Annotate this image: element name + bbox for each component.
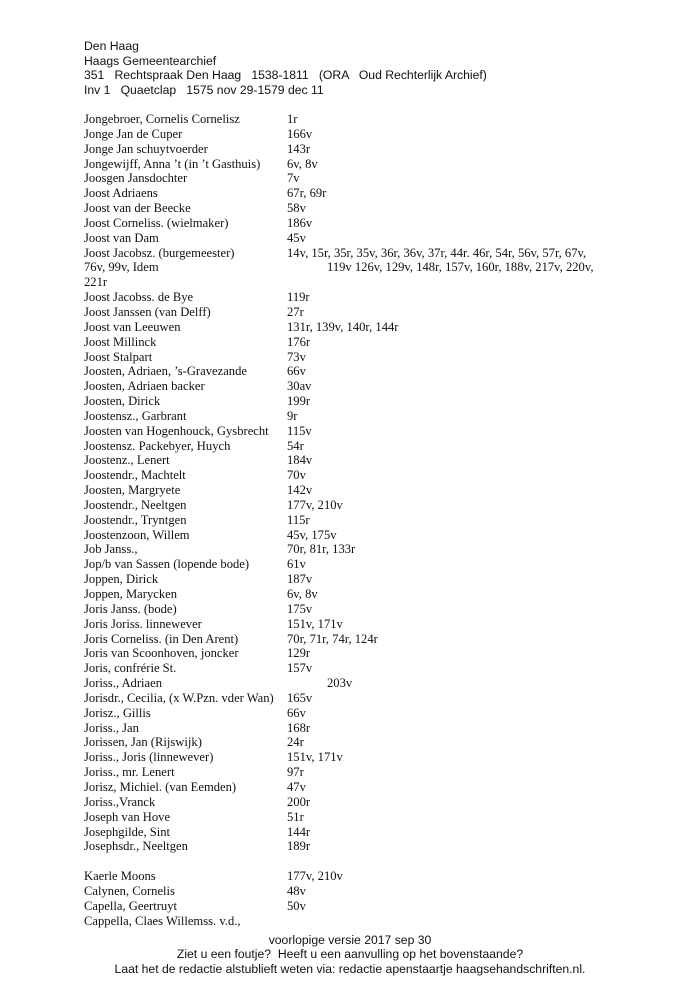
entry-name: Joris, confrérie St. — [84, 661, 177, 676]
footer-version: voorlopige versie 2017 sep 30 — [268, 933, 432, 947]
entry-folio-refs: 70r, 71r, 74r, 124r — [287, 631, 378, 646]
entry-name: Capella, Geertruyt — [84, 898, 178, 913]
entry-folio-refs: 186v — [287, 215, 313, 230]
index-entry — [84, 142, 654, 157]
index-entry — [84, 394, 654, 409]
index-entry — [84, 602, 654, 617]
entry-folio-refs: 115r — [287, 512, 310, 527]
entry-name: Jongewijff, Anna ’t (in ’t Gasthuis) — [84, 156, 261, 171]
entry-name: Josephsdr., Neeltgen — [84, 839, 188, 854]
entry-folio-refs: 45v, 175v — [287, 527, 337, 542]
index-entry — [84, 201, 654, 216]
index-entry — [84, 735, 654, 750]
entry-name: Joriss., Joris (linnewever) — [84, 750, 214, 765]
entry-folio-refs: 54r — [287, 438, 304, 453]
index-entry — [84, 528, 654, 543]
entry-name: Joriss., Adriaen — [84, 676, 163, 691]
entry-name: 221r — [84, 275, 108, 290]
index-entry-continuation — [84, 260, 654, 275]
index-entry-continuation — [84, 275, 654, 290]
index-entry — [84, 231, 654, 246]
index-entry — [84, 839, 654, 854]
entry-name: Joris Corneliss. (in Den Arent) — [84, 631, 239, 646]
entry-name: Joost Adriaens — [84, 186, 158, 201]
index-entry — [84, 884, 654, 899]
entry-name: Joseph van Hove — [84, 809, 171, 824]
entry-folio-refs: 184v — [287, 453, 313, 468]
footer-question: Ziet u een foutje? Heeft u een aanvulling op het bovenstaande? — [176, 947, 524, 962]
index-entry — [84, 632, 654, 647]
entry-name: Joppen, Marycken — [84, 587, 178, 601]
entry-name: Joost Corneliss. (wielmaker) — [84, 215, 229, 230]
entry-folio-refs: 48v — [287, 883, 306, 898]
index-entry — [84, 290, 654, 305]
entry-folio-refs: 9r — [287, 408, 298, 423]
index-entry — [84, 691, 654, 706]
index-entry — [84, 379, 654, 394]
entry-name: Joosgen Jansdochter — [84, 171, 188, 186]
entry-folio-refs: 66v — [287, 364, 306, 379]
entry-folio-refs: 70v — [287, 468, 306, 483]
entry-folio-refs: 67r, 69r — [287, 186, 327, 201]
entry-folio-refs: 176r — [287, 334, 311, 349]
index-entry — [84, 320, 654, 335]
entry-folio-refs: 1r — [287, 112, 298, 126]
index-entry — [84, 483, 654, 498]
entry-name: Joost van der Beecke — [84, 201, 191, 216]
index-entry — [84, 246, 654, 261]
entry-name: Job Janss., — [84, 542, 138, 557]
index-entry — [84, 869, 654, 884]
index-entry — [84, 721, 654, 736]
index-entry — [84, 409, 654, 424]
index-entry — [84, 305, 654, 320]
index-entry — [84, 171, 654, 186]
entry-name: Joost Janssen (van Delff) — [84, 304, 211, 319]
entry-name: Joostenz., Lenert — [84, 453, 170, 468]
index-entry — [84, 825, 654, 840]
entry-folio-refs: 199r — [287, 394, 311, 409]
index-entry — [84, 572, 654, 587]
entry-name: Joosten, Margryete — [84, 483, 181, 498]
entry-folio-refs: 143r — [287, 141, 311, 156]
index-entry — [84, 468, 654, 483]
entry-folio-refs: 73v — [287, 349, 306, 364]
entry-name: Joriss., mr. Lenert — [84, 765, 175, 780]
index-entry — [84, 617, 654, 632]
header-archive: Haags Gemeentearchief — [84, 53, 217, 68]
entry-name: Joost Millinck — [84, 334, 157, 349]
entry-folio-refs: 151v, 171v — [287, 616, 343, 631]
document-header — [84, 39, 487, 97]
index-entry — [84, 914, 654, 929]
entry-name: Joost Jacobsz. (burgemeester) — [84, 245, 235, 260]
index-entry — [84, 350, 654, 365]
index-entry — [84, 112, 654, 127]
index-entry — [84, 513, 654, 528]
header-city: Den Haag — [84, 39, 139, 53]
entry-folio-refs: 151v, 171v — [287, 750, 343, 765]
entry-name: Joostendr., Machtelt — [84, 468, 186, 483]
entry-name: Joostendr., Neeltgen — [84, 497, 187, 512]
entry-name: Joostensz., Garbrant — [84, 408, 187, 423]
name-index-list — [84, 112, 654, 928]
entry-name: Cappella, Claes Willemss. v.d., — [84, 913, 241, 928]
index-entry — [84, 795, 654, 810]
index-entry — [84, 424, 654, 439]
entry-name: Joris Janss. (bode) — [84, 601, 177, 616]
entry-name: Joostensz. Packebyer, Huych — [84, 438, 231, 453]
index-entry — [84, 676, 654, 691]
entry-folio-refs: 119v 126v, 129v, 148r, 157v, 160r, 188v, 217v, 220v, — [327, 260, 594, 275]
entry-name: Jorisz., Gillis — [84, 705, 151, 720]
entry-name: Joppen, Dirick — [84, 572, 159, 587]
index-entry — [84, 453, 654, 468]
entry-folio-refs: 45v — [287, 230, 306, 245]
entry-name: Jorisz, Michiel. (van Eemden) — [84, 779, 237, 794]
entry-name: Joost Stalpart — [84, 349, 153, 364]
entry-folio-refs: 165v — [287, 690, 313, 705]
entry-folio-refs: 97r — [287, 765, 304, 780]
index-entry — [84, 439, 654, 454]
section-gap — [84, 854, 654, 869]
entry-name: Joosten van Hogenhouck, Gysbrecht — [84, 423, 269, 438]
entry-folio-refs: 51r — [287, 809, 304, 824]
entry-name: Calynen, Cornelis — [84, 883, 175, 898]
index-entry — [84, 542, 654, 557]
entry-name: Josephgilde, Sint — [84, 824, 171, 839]
entry-folio-refs: 50v — [287, 898, 306, 913]
entry-folio-refs: 27r — [287, 304, 304, 319]
index-entry — [84, 127, 654, 142]
entry-folio-refs: 58v — [287, 201, 306, 216]
index-entry — [84, 750, 654, 765]
entry-name: Jorisdr., Cecilia, (x W.Pzn. vder Wan) — [84, 690, 274, 705]
entry-folio-refs: 115v — [287, 423, 312, 438]
index-entry — [84, 157, 654, 172]
entry-folio-refs: 119r — [287, 290, 310, 305]
entry-folio-refs: 144r — [287, 824, 311, 839]
document-footer — [0, 933, 700, 976]
entry-name: Joostenzoon, Willem — [84, 527, 190, 542]
entry-folio-refs: 6v, 8v — [287, 587, 318, 601]
index-entry — [84, 587, 654, 602]
index-entry — [84, 364, 654, 379]
entry-name: Joriss.,Vranck — [84, 794, 156, 809]
entry-folio-refs: 203v — [327, 676, 353, 691]
index-entry — [84, 335, 654, 350]
entry-name: Joost van Leeuwen — [84, 319, 181, 334]
entry-folio-refs: 24r — [287, 735, 304, 750]
index-entry — [84, 557, 654, 572]
entry-folio-refs: 157v — [287, 661, 313, 676]
entry-folio-refs: 131r, 139v, 140r, 144r — [287, 319, 399, 334]
entry-folio-refs: 129r — [287, 646, 311, 661]
index-entry — [84, 765, 654, 780]
entry-name: Joosten, Adriaen backer — [84, 379, 205, 394]
entry-name: Jonge Jan de Cuper — [84, 126, 183, 141]
footer-contact: Laat het de redactie alstublieft weten via: redactie apenstaartje haagsehandschriften.nl. — [114, 961, 586, 976]
entry-folio-refs: 47v — [287, 779, 306, 794]
index-entry — [84, 706, 654, 721]
entry-folio-refs: 166v — [287, 126, 313, 141]
entry-folio-refs: 142v — [287, 483, 313, 498]
entry-folio-refs: 168r — [287, 720, 311, 735]
index-entry — [84, 780, 654, 795]
entry-name: Joriss., Jan — [84, 720, 139, 735]
entry-name: Joost Jacobss. de Bye — [84, 290, 194, 305]
header-collection: 351 Rechtspraak Den Haag 1538-1811 (ORA Oud Rechterlijk Archief) — [84, 68, 487, 83]
entry-folio-refs: 70r, 81r, 133r — [287, 542, 356, 557]
entry-folio-refs: 189r — [287, 839, 311, 854]
entry-name: Jonge Jan schuytvoerder — [84, 141, 208, 156]
entry-name: Kaerle Moons — [84, 869, 156, 884]
header-inventory: Inv 1 Quaetclap 1575 nov 29-1579 dec 11 — [84, 82, 324, 97]
entry-name: 76v, 99v, Idem — [84, 260, 159, 275]
entry-name: Jorissen, Jan (Rijswijk) — [84, 735, 202, 750]
entry-name: Jop/b van Sassen (lopende bode) — [84, 557, 250, 572]
entry-folio-refs: 7v — [287, 171, 300, 186]
index-entry — [84, 186, 654, 201]
entry-folio-refs: 187v — [287, 572, 313, 587]
entry-folio-refs: 6v, 8v — [287, 156, 318, 171]
index-entry — [84, 646, 654, 661]
entry-name: Joris Joriss. linnewever — [84, 616, 202, 631]
entry-name: Joosten, Dirick — [84, 394, 161, 409]
index-entry — [84, 899, 654, 914]
entry-folio-refs: 175v — [287, 601, 313, 616]
index-entry — [84, 498, 654, 513]
entry-name: Joris van Scoonhoven, joncker — [84, 646, 239, 661]
entry-folio-refs: 200r — [287, 794, 311, 809]
entry-name: Joost van Dam — [84, 230, 159, 245]
index-entry — [84, 216, 654, 231]
entry-name: Joostendr., Tryntgen — [84, 512, 187, 527]
entry-folio-refs: 30av — [287, 379, 312, 394]
entry-name: Joosten, Adriaen, ’s-Gravezande — [84, 364, 247, 379]
entry-folio-refs: 177v, 210v — [287, 497, 343, 512]
entry-folio-refs: 66v — [287, 705, 306, 720]
entry-folio-refs: 177v, 210v — [287, 869, 343, 884]
index-entry — [84, 661, 654, 676]
entry-folio-refs: 61v — [287, 557, 306, 572]
index-entry — [84, 810, 654, 825]
entry-folio-refs: 14v, 15r, 35r, 35v, 36r, 36v, 37r, 44r. 46r, 54r, 56v, 57r, 67v, — [287, 245, 587, 260]
entry-name: Jongebroer, Cornelis Cornelisz — [84, 112, 240, 126]
